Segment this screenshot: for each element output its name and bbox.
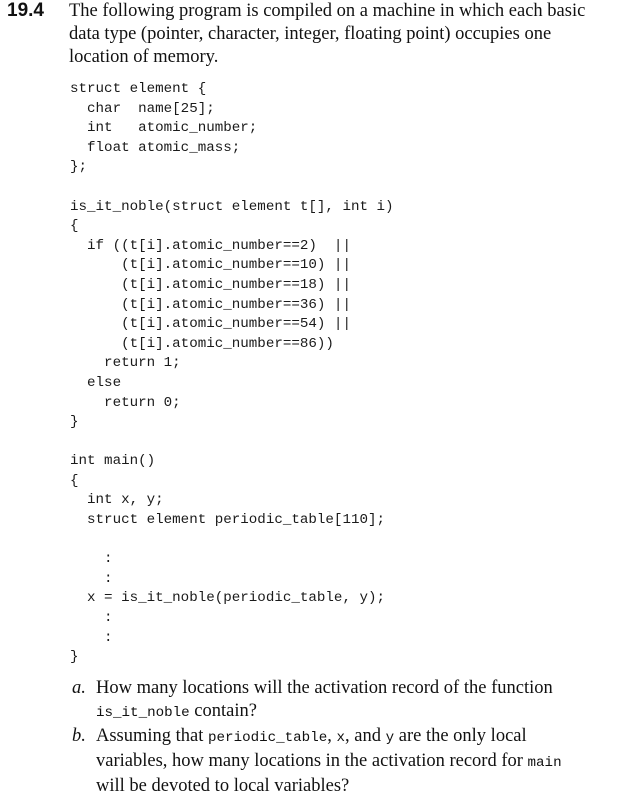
variable-code: y: [385, 730, 395, 746]
code-line: {: [70, 472, 79, 489]
question-b-text: Assuming that: [96, 726, 209, 746]
code-line: }: [70, 649, 79, 666]
code-line: {: [70, 218, 79, 235]
code-line: if ((t[i].atomic_number==2) ||: [70, 237, 351, 254]
question-list: [72, 677, 627, 798]
question-b-line-3: [96, 775, 627, 798]
code-line: :: [70, 629, 113, 646]
code-line: int atomic_number;: [70, 120, 258, 137]
code-listing: [70, 80, 394, 668]
code-line: return 0;: [70, 394, 181, 411]
code-line: :: [70, 551, 113, 568]
code-line: :: [70, 610, 113, 627]
function-name-code: main: [527, 755, 562, 771]
question-b-text: ,: [327, 726, 337, 746]
statement-line: location of memory.: [69, 47, 219, 67]
statement-line: The following program is compiled on a machine in which each basic: [69, 1, 586, 21]
question-marker: a.: [72, 678, 86, 698]
code-line: is_it_noble(struct element t[], int i): [70, 198, 394, 215]
code-line: return 1;: [70, 355, 181, 372]
function-name-code: is_it_noble: [96, 705, 190, 721]
question-b-line-1: [96, 725, 627, 750]
code-line: [70, 178, 394, 198]
code-line: }: [70, 414, 79, 431]
code-line: };: [70, 159, 88, 176]
question-b-text: variables, how many locations in the activation record for: [96, 751, 528, 771]
problem-statement: [69, 0, 629, 69]
code-line: [70, 433, 394, 453]
question-a-text: How many locations will the activation record of the function: [96, 678, 553, 698]
code-line: (t[i].atomic_number==54) ||: [70, 316, 351, 333]
code-line: int x, y;: [70, 492, 164, 509]
code-line: int main(): [70, 453, 156, 470]
question-marker: b.: [72, 726, 86, 746]
question-b-text: are the only local: [394, 726, 527, 746]
code-line: (t[i].atomic_number==10) ||: [70, 257, 351, 274]
code-line: (t[i].atomic_number==36) ||: [70, 296, 351, 313]
problem-number: 19.4: [7, 0, 44, 21]
code-line: float atomic_mass;: [70, 139, 241, 156]
code-line: struct element {: [70, 81, 207, 97]
code-line: :: [70, 570, 113, 587]
question-a-line-1: [96, 677, 627, 700]
code-line: x = is_it_noble(periodic_table, y);: [70, 590, 386, 607]
statement-line: data type (pointer, character, integer, floating point) occupies one: [69, 24, 552, 44]
variable-code: x: [336, 730, 345, 746]
code-line: (t[i].atomic_number==86)): [70, 335, 334, 352]
question-a-line-2: [96, 700, 627, 725]
question-a-text-end: contain?: [189, 701, 257, 721]
code-line: [70, 531, 394, 551]
code-line: struct element periodic_table[110];: [70, 512, 386, 529]
question-b-text: will be devoted to local variables?: [96, 776, 350, 796]
question-a: [72, 677, 627, 725]
code-line: else: [70, 374, 122, 391]
question-b: [72, 725, 627, 798]
question-b-line-2: [96, 750, 627, 775]
question-b-text: , and: [345, 726, 386, 746]
code-line: char name[25];: [70, 100, 215, 117]
code-line: (t[i].atomic_number==18) ||: [70, 276, 351, 293]
variable-code: periodic_table: [208, 730, 328, 746]
